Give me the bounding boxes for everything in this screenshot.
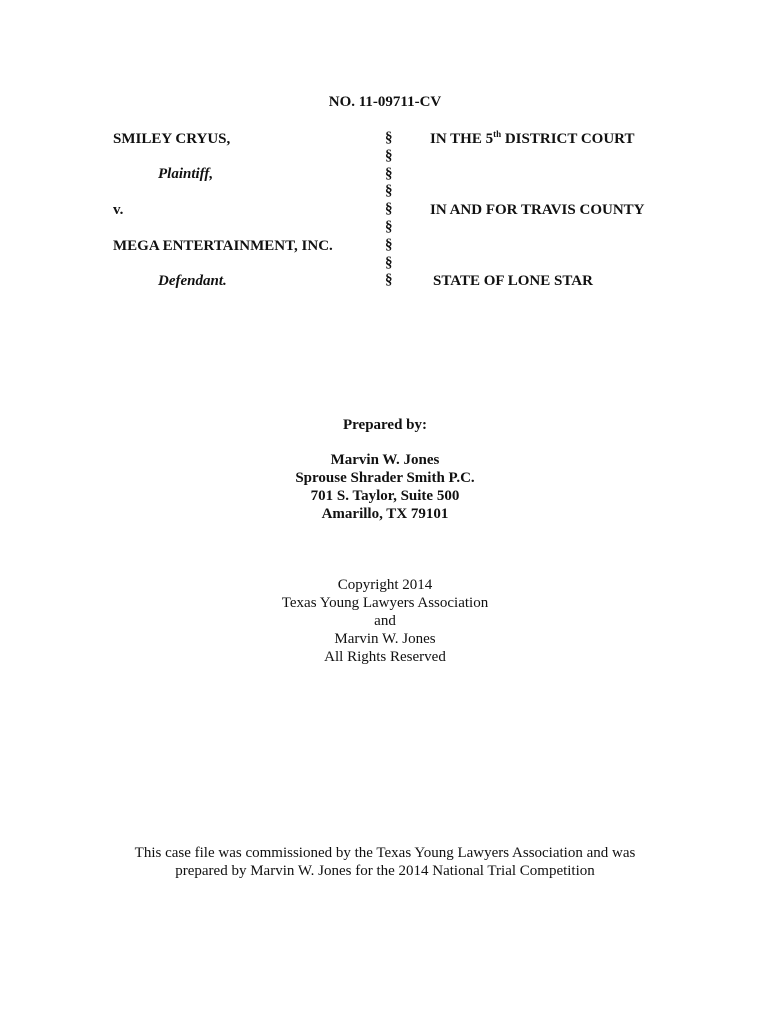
section-symbol: §: [385, 201, 393, 218]
court-superscript: th: [493, 129, 502, 139]
defendant-name: MEGA ENTERTAINMENT, INC.: [113, 238, 333, 254]
copyright-line: Marvin W. Jones: [334, 631, 436, 647]
plaintiff-role: Plaintiff,: [158, 166, 214, 182]
preparer-line: Marvin W. Jones: [330, 452, 440, 468]
copyright-block: [0, 576, 770, 666]
court-suffix: DISTRICT COURT: [501, 131, 635, 147]
plaintiff-name: SMILEY CRYUS,: [113, 131, 231, 147]
copyright-line: All Rights Reserved: [324, 649, 446, 665]
preparer-line: 701 S. Taylor, Suite 500: [310, 488, 460, 504]
preparer-line: Amarillo, TX 79101: [321, 506, 449, 522]
section-symbol: §: [385, 165, 393, 182]
section-symbol-column: [385, 130, 393, 290]
case-number: NO. 11-09711-CV: [328, 94, 442, 110]
copyright-line: Texas Young Lawyers Association: [281, 595, 489, 611]
section-symbol: §: [385, 218, 393, 235]
prepared-by-heading: Prepared by:: [342, 417, 428, 433]
copyright-line: and: [374, 613, 396, 629]
versus-label: v.: [113, 202, 124, 218]
preparer-address-block: [0, 451, 770, 523]
court-name: [430, 130, 635, 148]
section-symbol: §: [385, 130, 393, 146]
section-symbol: §: [385, 272, 393, 289]
state-line: STATE OF LONE STAR: [433, 273, 593, 289]
county-line: IN AND FOR TRAVIS COUNTY: [430, 202, 645, 218]
defendant-role: Defendant.: [158, 273, 227, 289]
section-symbol: §: [385, 147, 393, 164]
preparer-line: Sprouse Shrader Smith P.C.: [295, 470, 475, 486]
section-symbol: §: [385, 254, 393, 271]
copyright-line: Copyright 2014: [337, 577, 433, 593]
section-symbol: §: [385, 183, 393, 200]
section-symbol: §: [385, 236, 393, 253]
court-prefix: IN THE 5: [430, 131, 494, 147]
footer-note-line: This case file was commissioned by the Texas Young Lawyers Association and was: [134, 845, 636, 861]
footer-note-line: prepared by Marvin W. Jones for the 2014 National Trial Competition: [175, 863, 595, 879]
footer-note: [0, 844, 770, 880]
